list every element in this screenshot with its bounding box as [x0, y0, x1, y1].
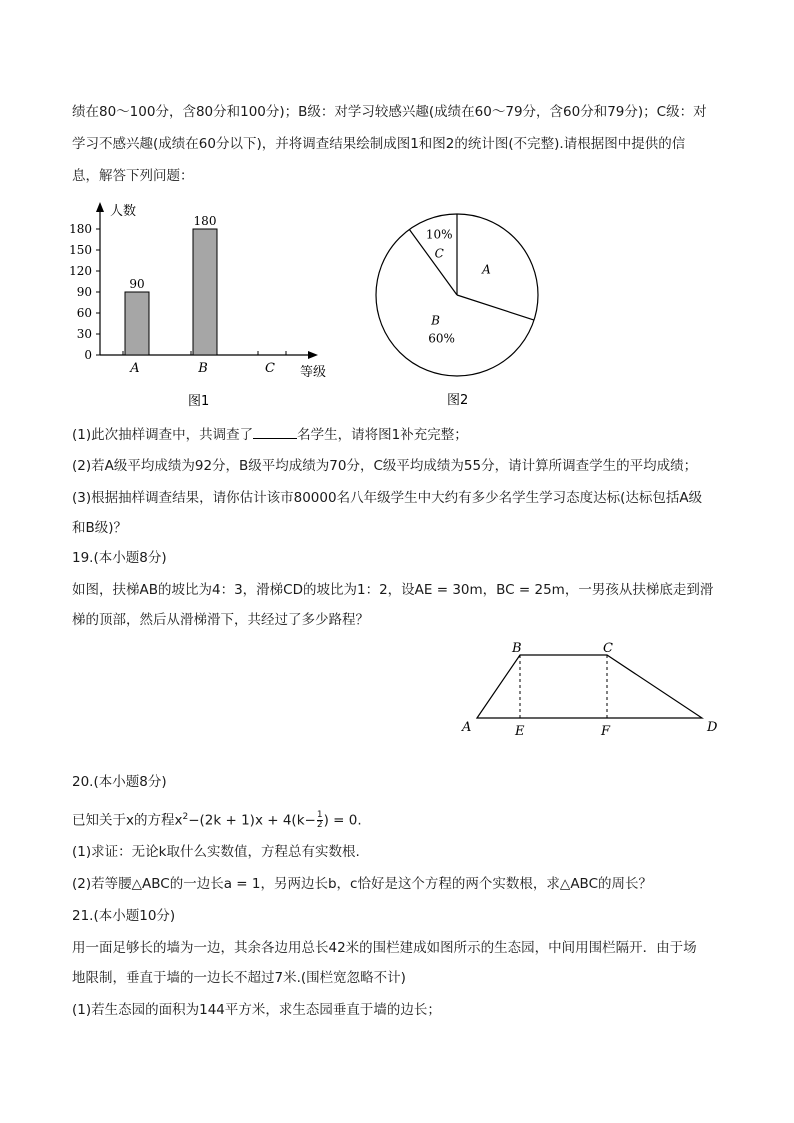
- bar-chart: [60, 196, 350, 416]
- bar-chart-caption: 图1: [188, 394, 210, 409]
- equation-post: −(2k + 1)x + 4(k−: [188, 812, 316, 829]
- fraction-denominator: 2: [316, 820, 323, 830]
- equation-end: ) = 0.: [323, 812, 362, 829]
- y-tick-label: 180: [69, 222, 92, 236]
- intro-line-2: 学习不感兴趣(成绩在60分以下)，并将调查结果绘制成图1和图2的统计图(不完整).请根据图中提供的信: [72, 136, 686, 152]
- trapezoid-outline: [477, 655, 702, 718]
- bar-chart-ylabel: 人数: [110, 204, 137, 219]
- point-label-c: C: [603, 641, 613, 656]
- q18-part1-text-a: (1)此次抽样调查中，共调查了: [72, 427, 254, 443]
- q20-equation: [72, 806, 362, 832]
- point-label-f: F: [601, 724, 611, 739]
- pie-labels: [426, 228, 491, 346]
- y-tick-label: 0: [84, 348, 92, 362]
- point-label-b: B: [512, 641, 522, 656]
- equation-exponent: 2: [182, 812, 189, 822]
- intro-line-3: 息，解答下列问题：: [72, 168, 194, 184]
- x-category-label: A: [130, 361, 140, 376]
- bar-data-label: 180: [193, 214, 217, 228]
- pie-pct-label: 10%: [425, 227, 453, 242]
- q21-header: 21.(本小题10分): [72, 908, 176, 924]
- fraction-one-half: [317, 811, 323, 830]
- bar-a: [125, 292, 149, 355]
- bar-data-label: 90: [129, 277, 145, 291]
- pie-slice-label: B: [431, 313, 440, 328]
- y-tick-label: 90: [76, 285, 92, 299]
- q20-part2: (2)若等腰△ABC的一边长a = 1，另两边长b，c恰好是这个方程的两个实数根，求△ABC的周长？: [72, 876, 653, 892]
- bar-chart-bars: [123, 214, 286, 376]
- pie-chart-caption: 图2: [447, 393, 469, 408]
- q19-line-1: 如图，扶梯AB的坡比为4：3，滑梯CD的坡比为1：2，设AE = 30m，BC = 25m，一男孩从扶梯底走到滑: [72, 582, 714, 598]
- x-category-label: C: [265, 361, 275, 376]
- q18-part1-text-b: 名学生，请将图1补充完整；: [297, 427, 468, 443]
- y-tick-label: 120: [69, 264, 92, 278]
- pie-slice-label: C: [434, 246, 444, 261]
- q21-line-2: 地限制，垂直于墙的一边长不超过7米.(围栏宽忽略不计): [72, 970, 406, 986]
- point-label-a: A: [462, 720, 472, 735]
- pie-slice-label: A: [482, 262, 491, 277]
- pie-slice-edge: [457, 295, 534, 320]
- q18-part3-line1: (3)根据抽样调查结果，请你估计该市80000名八年级学生中大约有多少名学生学习态度达标(达标包括A级: [72, 490, 703, 506]
- bar-chart-yticks: [69, 222, 100, 362]
- fraction-numerator: 1: [316, 810, 323, 820]
- x-category-label: B: [198, 361, 208, 376]
- equation-pre: 已知关于x的方程x: [72, 812, 183, 829]
- y-tick-label: 60: [76, 306, 92, 320]
- bar-b: [193, 229, 217, 355]
- trapezoid-figure: [455, 636, 725, 742]
- q18-part3-line2: 和B级)？: [72, 520, 128, 536]
- pie-pct-label: 60%: [428, 331, 455, 346]
- pie-chart: [370, 205, 545, 410]
- point-label-e: E: [515, 724, 525, 739]
- point-label-d: D: [707, 720, 718, 735]
- q21-part1: (1)若生态园的面积为144平方米，求生态园垂直于墙的边长；: [72, 1002, 441, 1018]
- q18-part2: (2)若A级平均成绩为92分，B级平均成绩为70分，C级平均成绩为55分，请计算所调查学生的平均成绩；: [72, 458, 698, 474]
- answer-blank[interactable]: [253, 424, 297, 439]
- q19-line-2: 梯的顶部，然后从滑梯滑下，共经过了多少路程？: [72, 612, 369, 628]
- y-tick-label: 30: [76, 327, 92, 341]
- bar-chart-xlabel: 等级: [300, 365, 327, 380]
- q20-header: 20.(本小题8分): [72, 774, 167, 790]
- q21-line-1: 用一面足够长的墙为一边，其余各边用总长42米的围栏建成如图所示的生态园，中间用围栏隔开．由于场: [72, 940, 697, 956]
- q19-header: 19.(本小题8分): [72, 550, 167, 566]
- q20-part1: (1)求证：无论k取什么实数值，方程总有实数根.: [72, 844, 360, 860]
- y-tick-label: 150: [69, 243, 92, 257]
- intro-line-1: 绩在80～100分，含80分和100分)；B级：对学习较感兴趣(成绩在60～79分，含60分和79分)；C级：对: [72, 104, 707, 120]
- q18-part1: [72, 424, 468, 445]
